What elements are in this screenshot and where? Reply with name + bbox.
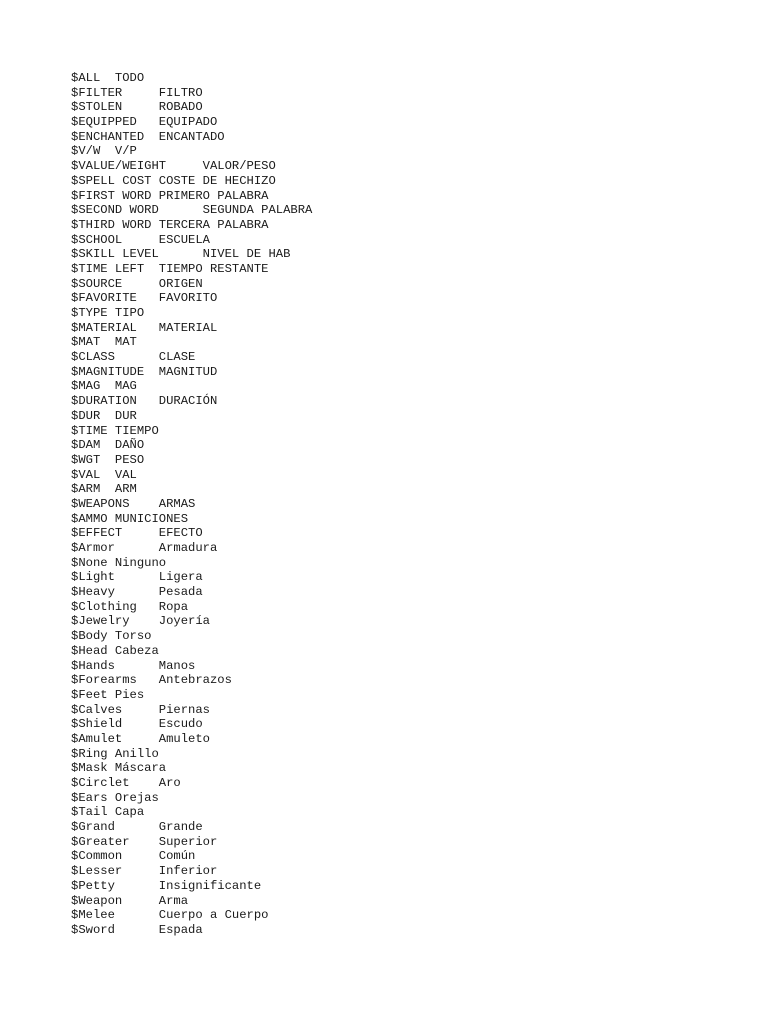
text-line: $MAG MAG (71, 379, 137, 394)
text-line: $Ears Orejas (71, 790, 159, 805)
text-line: $EQUIPPED EQUIPADO (71, 115, 218, 130)
text-line: $MAGNITUDE MAGNITUD (71, 364, 218, 379)
text-line: $SECOND WORD SEGUNDA PALABRA (71, 203, 313, 218)
text-line: $SPELL COST COSTE DE HECHIZO (71, 173, 276, 188)
text-line: $Mask Máscara (71, 761, 167, 776)
text-line: $Heavy Pesada (71, 585, 203, 600)
text-line: $THIRD WORD TERCERA PALABRA (71, 217, 269, 232)
text-line: $WEAPONS ARMAS (71, 496, 196, 511)
text-line: $Common Común (71, 849, 196, 864)
text-line: $Amulet Amuleto (71, 731, 210, 746)
text-line: $TIME TIEMPO (71, 423, 159, 438)
text-line: $EFFECT EFECTO (71, 526, 203, 541)
text-line: $VAL VAL (71, 467, 137, 482)
text-line: $SCHOOL ESCUELA (71, 232, 210, 247)
text-line: $ALL TODO (71, 71, 145, 85)
text-line: $Petty Insignificante (71, 878, 262, 893)
text-line: $CLASS CLASE (71, 350, 196, 365)
text-line: $MAT MAT (71, 335, 137, 350)
translation-list (71, 71, 312, 938)
text-line: $Forearms Antebrazos (71, 673, 232, 688)
text-line: $MATERIAL MATERIAL (71, 320, 218, 335)
text-line: $Circlet Aro (71, 776, 181, 790)
text-line: $TYPE TIPO (71, 306, 145, 320)
text-line: $ENCHANTED ENCANTADO (71, 129, 225, 144)
text-line: $ARM ARM (71, 482, 137, 497)
text-line: $WGT PESO (71, 452, 145, 467)
text-line: $Calves Piernas (71, 702, 210, 717)
text-line: $Grand Grande (71, 820, 203, 835)
text-line: $None Ninguno (71, 555, 167, 570)
text-line: $Weapon Arma (71, 893, 189, 908)
text-line: $FAVORITE FAVORITO (71, 291, 218, 306)
text-line: $Shield Escudo (71, 717, 203, 732)
text-line: $SOURCE ORIGEN (71, 276, 203, 291)
text-line: $VALUE/WEIGHT VALOR/PESO (71, 159, 276, 174)
text-line: $STOLEN ROBADO (71, 100, 203, 115)
text-line: $Hands Manos (71, 658, 196, 673)
text-line: $V/W V/P (71, 144, 137, 159)
text-line: $Clothing Ropa (71, 599, 189, 614)
text-line: $Jewelry Joyería (71, 614, 210, 629)
text-line: $Lesser Inferior (71, 864, 218, 879)
text-line: $Armor Armadura (71, 541, 218, 555)
text-line: $DAM DAÑO (71, 438, 145, 453)
text-line: $Melee Cuerpo a Cuerpo (71, 908, 269, 923)
text-line: $FILTER FILTRO (71, 85, 203, 100)
text-line: $SKILL LEVEL NIVEL DE HAB (71, 247, 291, 262)
text-line: $Feet Pies (71, 687, 145, 702)
text-line: $TIME LEFT TIEMPO RESTANTE (71, 261, 269, 276)
text-line: $DUR DUR (71, 408, 137, 423)
text-line: $Head Cabeza (71, 643, 159, 658)
text-line: $Greater Superior (71, 834, 218, 849)
text-line: $Sword Espada (71, 922, 203, 937)
text-line: $Ring Anillo (71, 746, 159, 761)
text-line: $Body Torso (71, 629, 152, 644)
text-line: $Light Ligera (71, 570, 203, 585)
text-line: $DURATION DURACIÓN (71, 394, 218, 409)
text-line: $FIRST WORD PRIMERO PALABRA (71, 188, 269, 203)
text-line: $Tail Capa (71, 805, 145, 820)
text-line: $AMMO MUNICIONES (71, 511, 189, 526)
